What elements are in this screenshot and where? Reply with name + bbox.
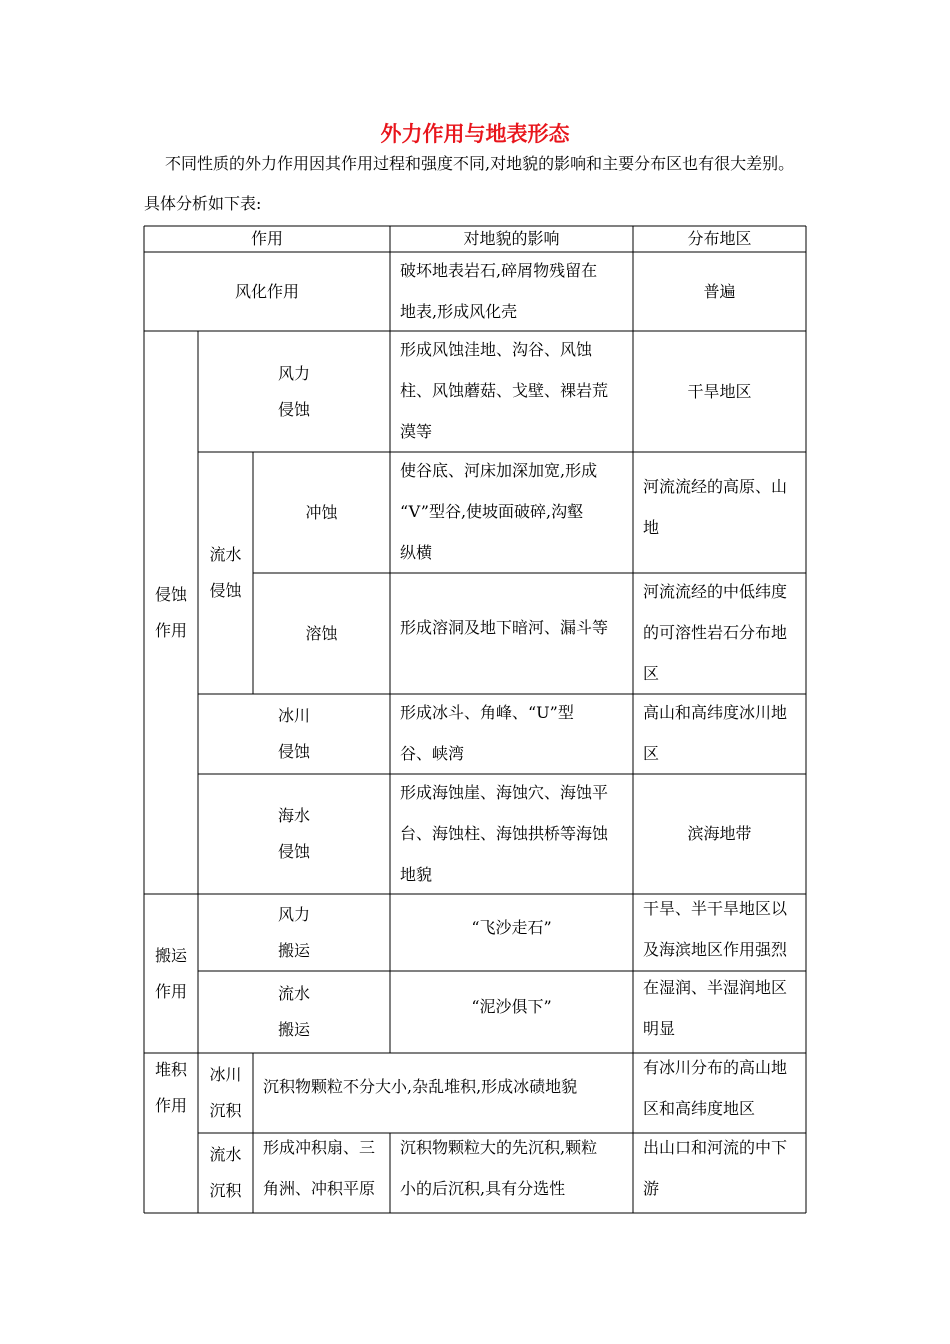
deposition-group-label: 堆积 作用 bbox=[154, 1060, 187, 1115]
weathering-region: 普遍 bbox=[703, 281, 736, 301]
glacier-deposition-effect: 沉积物颗粒不分大小,杂乱堆积,形成冰碛地貌 bbox=[263, 1077, 578, 1096]
glacier-erosion-name: 冰川 侵蚀 bbox=[277, 706, 310, 761]
water-deposition-effect: 沉积物颗粒大的先沉积,颗粒 小的后沉积,具有分选性 bbox=[400, 1138, 598, 1198]
water-transport-region: 在湿润、半湿润地区 明显 bbox=[643, 978, 788, 1038]
scour-name: 冲蚀 bbox=[305, 502, 338, 522]
wind-erosion-region: 干旱地区 bbox=[687, 381, 752, 401]
glacier-erosion-region: 高山和高纬度冰川地 区 bbox=[643, 703, 788, 763]
wind-erosion-name: 风力 侵蚀 bbox=[277, 363, 310, 419]
header-action: 作用 bbox=[250, 229, 283, 248]
solution-effect: 形成溶洞及地下暗河、漏斗等 bbox=[400, 618, 609, 637]
glacier-deposition-name: 冰川 沉积 bbox=[209, 1065, 242, 1120]
glacier-deposition-region: 有冰川分布的高山地 区和高纬度地区 bbox=[643, 1058, 788, 1118]
weathering-name: 风化作用 bbox=[234, 281, 299, 301]
header-effect: 对地貌的影响 bbox=[463, 229, 560, 248]
sea-erosion-region: 滨海地带 bbox=[687, 824, 752, 843]
water-deposition-name: 流水 沉积 bbox=[209, 1145, 242, 1200]
water-deposition-region: 出山口和河流的中下 游 bbox=[643, 1138, 788, 1198]
solution-region: 河流流经的中低纬度 的可溶性岩石分布地 区 bbox=[643, 582, 788, 683]
wind-transport-region: 干旱、半干旱地区以 及海滨地区作用强烈 bbox=[643, 899, 788, 959]
erosion-group-label: 侵蚀 作用 bbox=[154, 584, 187, 640]
water-transport-name: 流水 搬运 bbox=[277, 984, 310, 1039]
intro-paragraph: 不同性质的外力作用因其作用过程和强度不同,对地貌的影响和主要分布区也有很大差别。 bbox=[165, 154, 795, 173]
solution-name: 溶蚀 bbox=[305, 623, 338, 643]
water-erosion-label: 流水 侵蚀 bbox=[209, 545, 242, 600]
wind-erosion-effect: 形成风蚀洼地、沟谷、风蚀 柱、风蚀蘑菇、戈壁、裸岩荒 漠等 bbox=[400, 340, 609, 441]
glacier-erosion-effect: 形成冰斗、角峰、“U”型 谷、峡湾 bbox=[400, 703, 574, 763]
page-title: 外力作用与地表形态 bbox=[380, 122, 570, 146]
sea-erosion-name: 海水 侵蚀 bbox=[277, 806, 310, 861]
weathering-effect: 破坏地表岩石,碎屑物残留在 地表,形成风化壳 bbox=[400, 261, 598, 321]
wind-transport-name: 风力 搬运 bbox=[277, 904, 310, 960]
transport-group-label: 搬运 作用 bbox=[154, 945, 187, 1001]
scour-effect: 使谷底、河床加深加宽,形成 “V”型谷,使坡面破碎,沟壑 纵横 bbox=[400, 461, 598, 562]
intro-lead: 具体分析如下表: bbox=[144, 194, 262, 213]
scour-region: 河流流经的高原、山 地 bbox=[643, 477, 788, 537]
header-region: 分布地区 bbox=[687, 229, 752, 248]
wind-transport-effect: “飞沙走石” bbox=[471, 918, 552, 937]
water-transport-effect: “泥沙俱下” bbox=[471, 997, 552, 1016]
sea-erosion-effect: 形成海蚀崖、海蚀穴、海蚀平 台、海蚀柱、海蚀拱桥等海蚀 地貌 bbox=[400, 783, 609, 884]
water-deposition-forms: 形成冲积扇、三 角洲、冲积平原 bbox=[263, 1138, 376, 1198]
